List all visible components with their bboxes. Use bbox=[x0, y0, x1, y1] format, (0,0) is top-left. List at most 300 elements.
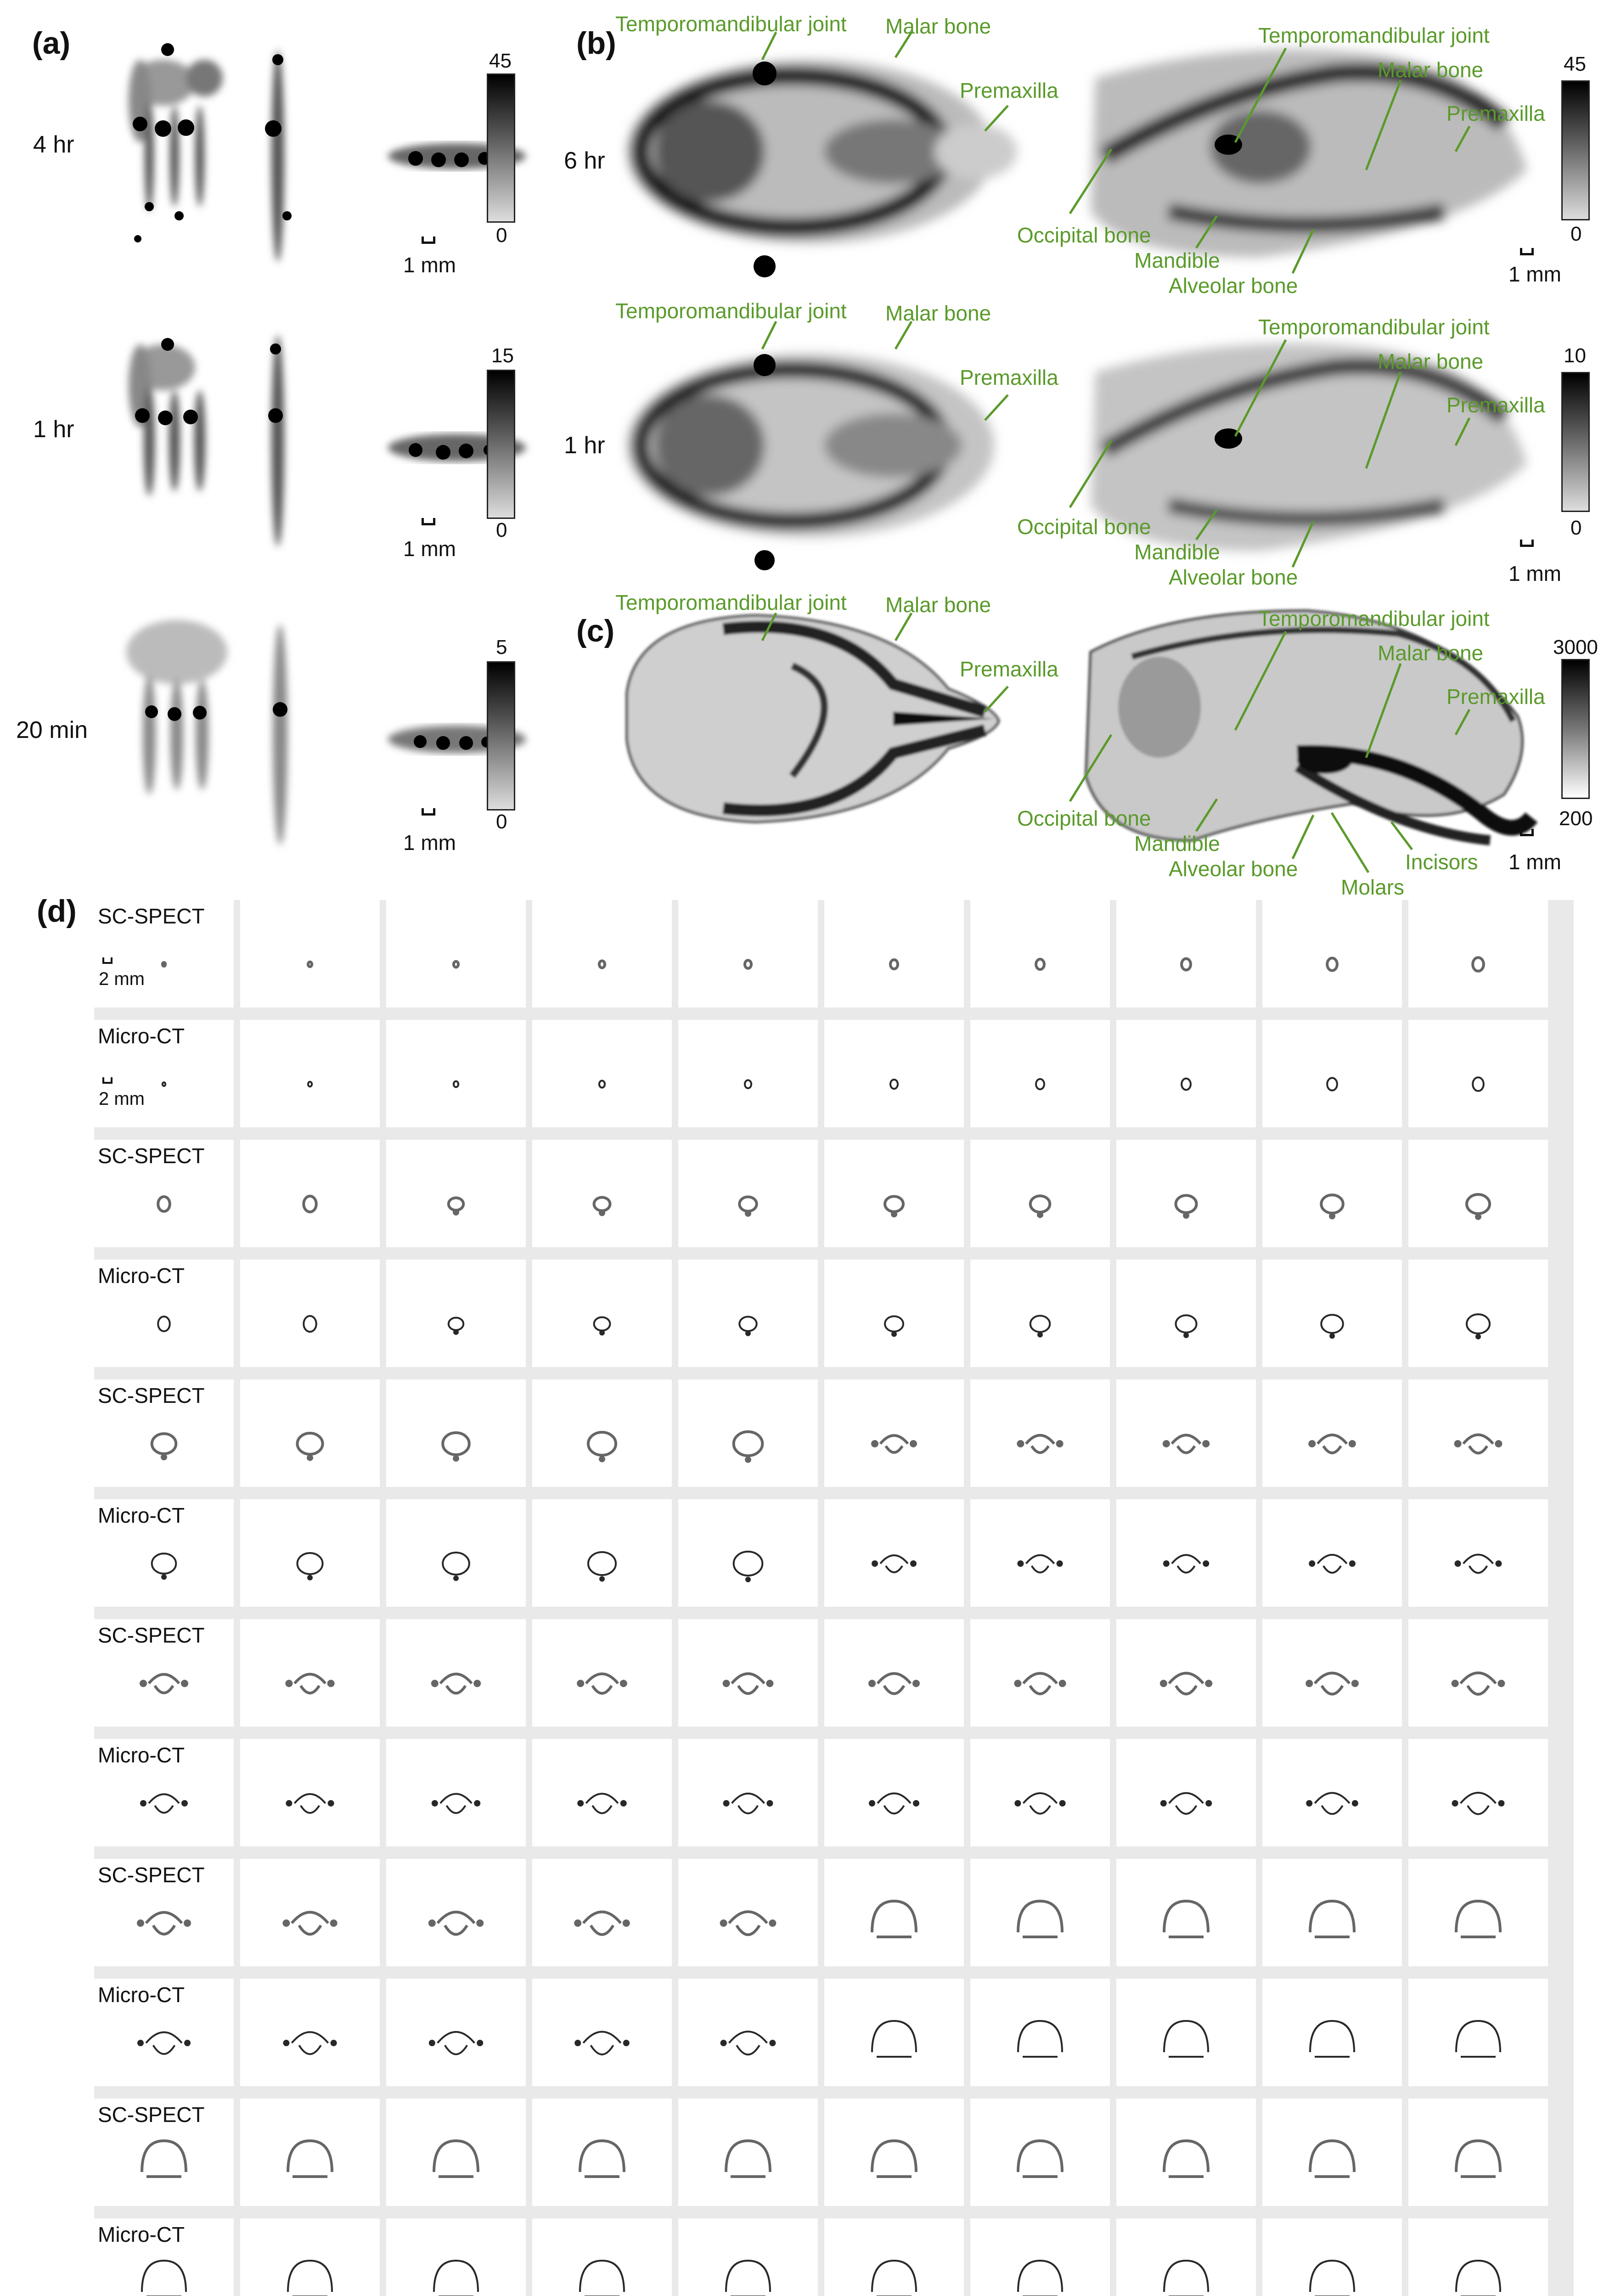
micro-ct-slice bbox=[1116, 1979, 1256, 2086]
slice-cell bbox=[532, 900, 672, 1007]
panel-a-time-label: 20 min bbox=[16, 717, 88, 743]
slice-cell bbox=[532, 1020, 672, 1127]
label-mandible: Mandible bbox=[1134, 540, 1220, 564]
scale-bar-label: 2 mm bbox=[99, 969, 145, 989]
micro-ct-slice bbox=[532, 2218, 672, 2296]
panel-a-time-label: 1 hr bbox=[33, 416, 74, 443]
slice-cell bbox=[678, 1140, 818, 1247]
sc-spect-slice bbox=[386, 1859, 526, 1966]
micro-ct-slice bbox=[1408, 1979, 1548, 2086]
slice-row-label: Micro-CT bbox=[98, 1983, 185, 2007]
sc-spect-slice bbox=[532, 1140, 672, 1247]
slice-cell bbox=[1116, 2099, 1256, 2206]
slice-cell bbox=[824, 1020, 964, 1127]
micro-ct-slice bbox=[678, 1739, 818, 1846]
slice-cell bbox=[970, 1379, 1110, 1487]
slice-cell bbox=[970, 1020, 1110, 1127]
slice-cell bbox=[1262, 1020, 1402, 1127]
slice-cell bbox=[1408, 1979, 1548, 2086]
slice-cell bbox=[532, 1140, 672, 1247]
sc-spect-slice bbox=[970, 1140, 1110, 1247]
sc-spect-slice bbox=[1262, 1379, 1402, 1487]
micro-ct-slice bbox=[386, 1739, 526, 1846]
slice-row-label: Micro-CT bbox=[98, 1503, 185, 1527]
slice-cell bbox=[1262, 1499, 1402, 1607]
slice-cell bbox=[824, 900, 964, 1007]
slice-cell bbox=[1408, 2099, 1548, 2206]
slice-cell bbox=[94, 2099, 234, 2206]
slice-cell bbox=[240, 1379, 380, 1487]
micro-ct-slice bbox=[678, 1020, 818, 1127]
slice-cell bbox=[532, 1979, 672, 2086]
slice-cell bbox=[386, 1260, 526, 1367]
sc-spect-slice bbox=[1408, 1859, 1548, 1966]
micro-ct-slice bbox=[1262, 2218, 1402, 2296]
sc-spect-slice bbox=[1408, 1140, 1548, 1247]
micro-ct-slice bbox=[386, 1979, 526, 2086]
slice-cell bbox=[824, 1859, 964, 1966]
slice-cell bbox=[240, 1499, 380, 1607]
slice-cell bbox=[94, 900, 234, 1007]
annotation-leader-lines bbox=[0, 0, 1604, 900]
label-premaxilla: Premaxilla bbox=[1446, 393, 1545, 417]
micro-ct-slice bbox=[824, 1020, 964, 1127]
sc-spect-slice bbox=[94, 1140, 234, 1247]
label-malar-bone: Malar bone bbox=[1378, 349, 1484, 373]
micro-ct-slice bbox=[824, 1739, 964, 1846]
panel-b-letter: (b) bbox=[576, 26, 616, 61]
label-temporomandibular-joint: Temporomandibular joint bbox=[1258, 607, 1490, 630]
colorbar-max: 10 bbox=[1564, 344, 1586, 367]
colorbar-max: 45 bbox=[489, 50, 512, 72]
slice-cell bbox=[386, 2218, 526, 2296]
sc-spect-slice bbox=[240, 1140, 380, 1247]
micro-ct-slice bbox=[532, 1739, 672, 1846]
micro-ct-slice bbox=[678, 1979, 818, 2086]
label-mandible: Mandible bbox=[1134, 832, 1220, 855]
sc-spect-slice bbox=[1408, 2099, 1548, 2206]
sc-spect-slice bbox=[532, 900, 672, 1007]
slice-cell bbox=[970, 1739, 1110, 1846]
slice-cell bbox=[1116, 2218, 1256, 2296]
micro-ct-slice bbox=[240, 1499, 380, 1607]
slice-cell bbox=[1408, 1619, 1548, 1727]
scale-bar-label: 1 mm bbox=[403, 537, 456, 561]
sc-spect-slice bbox=[1262, 1859, 1402, 1966]
sc-spect-slice bbox=[1408, 1619, 1548, 1727]
slice-cell bbox=[678, 900, 818, 1007]
sc-spect-slice bbox=[678, 1140, 818, 1247]
slice-cell bbox=[94, 1979, 234, 2086]
label-molars: Molars bbox=[1341, 875, 1405, 899]
micro-ct-slice bbox=[94, 1979, 234, 2086]
slice-cell bbox=[94, 1379, 234, 1487]
label-premaxilla: Premaxilla bbox=[960, 366, 1058, 389]
slice-row-label: Micro-CT bbox=[98, 1024, 185, 1048]
micro-ct-slice bbox=[1116, 1260, 1256, 1367]
micro-ct-slice bbox=[1408, 1020, 1548, 1127]
label-temporomandibular-joint: Temporomandibular joint bbox=[1258, 23, 1490, 47]
micro-ct-slice bbox=[1262, 1979, 1402, 2086]
slice-cell bbox=[1408, 2218, 1548, 2296]
sc-spect-slice bbox=[970, 1859, 1110, 1966]
sc-spect-slice bbox=[824, 1379, 964, 1487]
slice-cell bbox=[678, 1979, 818, 2086]
slice-cell bbox=[678, 1859, 818, 1966]
label-occipital-bone: Occipital bone bbox=[1017, 515, 1151, 539]
slice-cell bbox=[240, 1260, 380, 1367]
slice-cell bbox=[970, 2218, 1110, 2296]
slice-cell bbox=[94, 1260, 234, 1367]
scale-bar-label: 1 mm bbox=[403, 253, 456, 277]
sc-spect-slice bbox=[94, 900, 234, 1007]
slice-cell bbox=[240, 1739, 380, 1846]
sc-spect-slice bbox=[1116, 1859, 1256, 1966]
label-malar-bone: Malar bone bbox=[885, 593, 991, 617]
slice-cell bbox=[1116, 1859, 1256, 1966]
sc-spect-slice bbox=[678, 2099, 818, 2206]
sc-spect-slice bbox=[824, 2099, 964, 2206]
slice-cell bbox=[532, 2218, 672, 2296]
sc-spect-slice bbox=[94, 2099, 234, 2206]
sc-spect-slice bbox=[386, 1140, 526, 1247]
slice-cell bbox=[94, 1619, 234, 1727]
slice-cell bbox=[1116, 1619, 1256, 1727]
label-mandible: Mandible bbox=[1134, 248, 1220, 272]
slice-cell bbox=[1408, 1859, 1548, 1966]
label-premaxilla: Premaxilla bbox=[960, 79, 1058, 102]
sc-spect-slice bbox=[94, 1859, 234, 1966]
micro-ct-slice bbox=[94, 1260, 234, 1367]
sc-spect-slice bbox=[678, 900, 818, 1007]
colorbar-min: 200 bbox=[1559, 807, 1593, 830]
colorbar-min: 0 bbox=[496, 519, 507, 541]
label-occipital-bone: Occipital bone bbox=[1017, 806, 1151, 830]
slice-cell bbox=[678, 1499, 818, 1607]
sc-spect-slice bbox=[970, 1619, 1110, 1727]
micro-ct-slice bbox=[1262, 1499, 1402, 1607]
sc-spect-slice bbox=[386, 1379, 526, 1487]
scale-bar-label: 2 mm bbox=[99, 1089, 145, 1109]
colorbar-max: 45 bbox=[1564, 53, 1586, 75]
slice-row-label: SC-SPECT bbox=[98, 2103, 205, 2127]
sc-spect-slice bbox=[1116, 1379, 1256, 1487]
slice-cell bbox=[970, 1140, 1110, 1247]
slice-cell bbox=[678, 1020, 818, 1127]
colorbar-max: 5 bbox=[496, 636, 507, 658]
slice-cell bbox=[1262, 2218, 1402, 2296]
slice-cell bbox=[386, 1379, 526, 1487]
slice-cell bbox=[678, 1260, 818, 1367]
micro-ct-slice bbox=[970, 1260, 1110, 1367]
micro-ct-slice bbox=[94, 1020, 234, 1127]
micro-ct-slice bbox=[386, 1499, 526, 1607]
scale-bar-label: 1 mm bbox=[1508, 850, 1561, 874]
micro-ct-slice bbox=[240, 1979, 380, 2086]
label-alveolar-bone: Alveolar bone bbox=[1169, 857, 1298, 881]
slice-cell bbox=[970, 2099, 1110, 2206]
micro-ct-slice bbox=[678, 2218, 818, 2296]
micro-ct-slice bbox=[678, 1260, 818, 1367]
slice-cell bbox=[1408, 1739, 1548, 1846]
micro-ct-slice bbox=[386, 1020, 526, 1127]
slice-cell bbox=[1408, 900, 1548, 1007]
sc-spect-slice bbox=[678, 1379, 818, 1487]
slice-cell bbox=[94, 1499, 234, 1607]
colorbar-min: 0 bbox=[1570, 517, 1582, 539]
micro-ct-slice bbox=[240, 1020, 380, 1127]
sc-spect-slice bbox=[1116, 900, 1256, 1007]
slice-cell bbox=[240, 1020, 380, 1127]
micro-ct-slice bbox=[970, 1020, 1110, 1127]
slice-cell bbox=[1262, 1859, 1402, 1966]
micro-ct-slice bbox=[824, 2218, 964, 2296]
slice-cell bbox=[1408, 1140, 1548, 1247]
slice-row-label: SC-SPECT bbox=[98, 1144, 205, 1168]
sc-spect-slice bbox=[386, 2099, 526, 2206]
slice-cell bbox=[824, 1619, 964, 1727]
slice-cell bbox=[532, 1739, 672, 1846]
sc-spect-slice bbox=[240, 1859, 380, 1966]
sc-spect-slice bbox=[386, 900, 526, 1007]
slice-cell bbox=[1408, 1260, 1548, 1367]
slice-cell bbox=[678, 1379, 818, 1487]
slice-cell bbox=[1116, 1140, 1256, 1247]
sc-spect-slice bbox=[1116, 1140, 1256, 1247]
slice-cell bbox=[678, 1619, 818, 1727]
slice-cell bbox=[1116, 1499, 1256, 1607]
slice-cell bbox=[824, 1140, 964, 1247]
slice-cell bbox=[532, 1619, 672, 1727]
panel-b-time-label: 6 hr bbox=[564, 147, 605, 174]
sc-spect-slice bbox=[532, 1379, 672, 1487]
panel-c-letter: (c) bbox=[576, 613, 615, 648]
sc-spect-slice bbox=[1408, 900, 1548, 1007]
slice-grid bbox=[94, 900, 1574, 2296]
slice-cell bbox=[970, 1499, 1110, 1607]
slice-cell bbox=[532, 1379, 672, 1487]
label-malar-bone: Malar bone bbox=[1378, 641, 1484, 665]
slice-cell bbox=[386, 1619, 526, 1727]
micro-ct-slice bbox=[1262, 1020, 1402, 1127]
micro-ct-slice bbox=[1408, 1499, 1548, 1607]
colorbar-min: 0 bbox=[496, 224, 507, 247]
label-premaxilla: Premaxilla bbox=[1446, 101, 1545, 125]
slice-cell bbox=[824, 1260, 964, 1367]
slice-row-label: SC-SPECT bbox=[98, 1384, 205, 1407]
sc-spect-slice bbox=[1116, 1619, 1256, 1727]
slice-cell bbox=[532, 1859, 672, 1966]
slice-cell bbox=[386, 1979, 526, 2086]
micro-ct-slice bbox=[532, 1020, 672, 1127]
slice-cell bbox=[94, 1140, 234, 1247]
slice-cell bbox=[678, 2218, 818, 2296]
micro-ct-slice bbox=[1116, 1739, 1256, 1846]
slice-cell bbox=[1262, 1260, 1402, 1367]
slice-cell bbox=[386, 1499, 526, 1607]
micro-ct-slice bbox=[1262, 1739, 1402, 1846]
slice-row-label: SC-SPECT bbox=[98, 1623, 205, 1647]
panel-b-time-label: 1 hr bbox=[564, 432, 605, 459]
micro-ct-slice bbox=[970, 2218, 1110, 2296]
slice-cell bbox=[970, 1859, 1110, 1966]
slice-cell bbox=[824, 2099, 964, 2206]
label-occipital-bone: Occipital bone bbox=[1017, 223, 1151, 247]
micro-ct-slice bbox=[1262, 1260, 1402, 1367]
slice-cell bbox=[240, 2099, 380, 2206]
scale-bar-label: 1 mm bbox=[403, 831, 456, 855]
slice-cell bbox=[1262, 1379, 1402, 1487]
slice-cell bbox=[386, 1739, 526, 1846]
micro-ct-slice bbox=[970, 1499, 1110, 1607]
micro-ct-slice bbox=[532, 1499, 672, 1607]
sc-spect-slice bbox=[970, 1379, 1110, 1487]
slice-cell bbox=[1116, 1379, 1256, 1487]
panel-a-letter: (a) bbox=[32, 26, 71, 61]
slice-cell bbox=[532, 2099, 672, 2206]
slice-cell bbox=[240, 1140, 380, 1247]
slice-cell bbox=[1408, 1020, 1548, 1127]
slice-cell bbox=[1262, 900, 1402, 1007]
micro-ct-slice bbox=[386, 1260, 526, 1367]
slice-row-label: SC-SPECT bbox=[98, 1863, 205, 1887]
micro-ct-slice bbox=[240, 2218, 380, 2296]
slice-cell bbox=[386, 1020, 526, 1127]
micro-ct-slice bbox=[94, 2218, 234, 2296]
sc-spect-slice bbox=[824, 1859, 964, 1966]
micro-ct-slice bbox=[240, 1260, 380, 1367]
slice-cell bbox=[240, 1979, 380, 2086]
sc-spect-slice bbox=[94, 1379, 234, 1487]
label-temporomandibular-joint: Temporomandibular joint bbox=[615, 12, 847, 36]
micro-ct-slice bbox=[1116, 1020, 1256, 1127]
slice-cell bbox=[970, 1979, 1110, 2086]
micro-ct-slice bbox=[824, 1979, 964, 2086]
slice-cell bbox=[1116, 900, 1256, 1007]
micro-ct-slice bbox=[240, 1739, 380, 1846]
slice-cell bbox=[532, 1499, 672, 1607]
slice-cell bbox=[970, 1260, 1110, 1367]
micro-ct-slice bbox=[94, 1739, 234, 1846]
sc-spect-slice bbox=[678, 1619, 818, 1727]
micro-ct-slice bbox=[1408, 2218, 1548, 2296]
sc-spect-slice bbox=[824, 1619, 964, 1727]
slice-cell bbox=[386, 1140, 526, 1247]
sc-spect-slice bbox=[532, 1619, 672, 1727]
sc-spect-slice bbox=[1262, 1140, 1402, 1247]
scale-bar-label: 1 mm bbox=[1508, 262, 1561, 286]
slice-cell bbox=[1116, 1739, 1256, 1846]
slice-cell bbox=[970, 900, 1110, 1007]
slice-cell bbox=[1116, 1020, 1256, 1127]
slice-cell bbox=[1262, 2099, 1402, 2206]
slice-cell bbox=[824, 1979, 964, 2086]
slice-cell bbox=[678, 1739, 818, 1846]
micro-ct-slice bbox=[94, 1499, 234, 1607]
label-temporomandibular-joint: Temporomandibular joint bbox=[615, 591, 847, 614]
label-premaxilla: Premaxilla bbox=[1446, 685, 1545, 709]
slice-cell bbox=[240, 2218, 380, 2296]
slice-cell bbox=[1116, 1260, 1256, 1367]
slice-cell bbox=[94, 1859, 234, 1966]
sc-spect-slice bbox=[1262, 900, 1402, 1007]
sc-spect-slice bbox=[1116, 2099, 1256, 2206]
slice-cell bbox=[824, 1739, 964, 1846]
slice-row-label: Micro-CT bbox=[98, 1264, 185, 1288]
slice-cell bbox=[824, 1379, 964, 1487]
sc-spect-slice bbox=[532, 2099, 672, 2206]
micro-ct-slice bbox=[970, 1739, 1110, 1846]
micro-ct-slice bbox=[532, 1260, 672, 1367]
sc-spect-slice bbox=[970, 900, 1110, 1007]
scale-bar-label: 1 mm bbox=[1508, 562, 1561, 585]
micro-ct-slice bbox=[678, 1499, 818, 1607]
slice-cell bbox=[824, 2218, 964, 2296]
colorbar-min: 0 bbox=[1570, 223, 1582, 245]
slice-cell bbox=[1408, 1499, 1548, 1607]
slice-cell bbox=[1262, 1619, 1402, 1727]
slice-cell bbox=[240, 1859, 380, 1966]
micro-ct-slice bbox=[1408, 1739, 1548, 1846]
micro-ct-slice bbox=[970, 1979, 1110, 2086]
sc-spect-slice bbox=[94, 1619, 234, 1727]
slice-row-label: Micro-CT bbox=[98, 2223, 185, 2246]
sc-spect-slice bbox=[1262, 1619, 1402, 1727]
micro-ct-slice bbox=[1116, 2218, 1256, 2296]
sc-spect-slice bbox=[240, 1619, 380, 1727]
panel-d-letter: (d) bbox=[37, 894, 77, 929]
slice-cell bbox=[94, 1020, 234, 1127]
slice-cell bbox=[824, 1499, 964, 1607]
sc-spect-slice bbox=[1262, 2099, 1402, 2206]
slice-cell bbox=[1262, 1739, 1402, 1846]
slice-cell bbox=[532, 1260, 672, 1367]
label-premaxilla: Premaxilla bbox=[960, 657, 1058, 681]
label-alveolar-bone: Alveolar bone bbox=[1169, 274, 1298, 298]
slice-cell bbox=[386, 900, 526, 1007]
label-malar-bone: Malar bone bbox=[1378, 58, 1484, 82]
micro-ct-slice bbox=[1408, 1260, 1548, 1367]
slice-cell bbox=[240, 1619, 380, 1727]
slice-row-label: SC-SPECT bbox=[98, 904, 205, 928]
panel-a-time-label: 4 hr bbox=[33, 131, 74, 158]
colorbar-max: 15 bbox=[491, 344, 514, 367]
slice-cell bbox=[240, 900, 380, 1007]
sc-spect-slice bbox=[678, 1859, 818, 1966]
sc-spect-slice bbox=[240, 2099, 380, 2206]
slice-cell bbox=[94, 1739, 234, 1846]
sc-spect-slice bbox=[824, 900, 964, 1007]
slice-cell bbox=[386, 1859, 526, 1966]
sc-spect-slice bbox=[1408, 1379, 1548, 1487]
micro-ct-slice bbox=[532, 1979, 672, 2086]
label-malar-bone: Malar bone bbox=[885, 301, 991, 325]
slice-cell bbox=[1116, 1979, 1256, 2086]
slice-cell bbox=[678, 2099, 818, 2206]
micro-ct-slice bbox=[824, 1499, 964, 1607]
micro-ct-slice bbox=[1116, 1499, 1256, 1607]
slice-cell bbox=[1262, 1979, 1402, 2086]
sc-spect-slice bbox=[532, 1859, 672, 1966]
sc-spect-slice bbox=[240, 900, 380, 1007]
label-temporomandibular-joint: Temporomandibular joint bbox=[615, 299, 847, 323]
slice-cell bbox=[1408, 1379, 1548, 1487]
slice-cell bbox=[94, 2218, 234, 2296]
sc-spect-slice bbox=[970, 2099, 1110, 2206]
colorbar-max: 3000 bbox=[1553, 636, 1598, 658]
colorbar-min: 0 bbox=[496, 810, 507, 833]
label-alveolar-bone: Alveolar bone bbox=[1169, 565, 1298, 589]
